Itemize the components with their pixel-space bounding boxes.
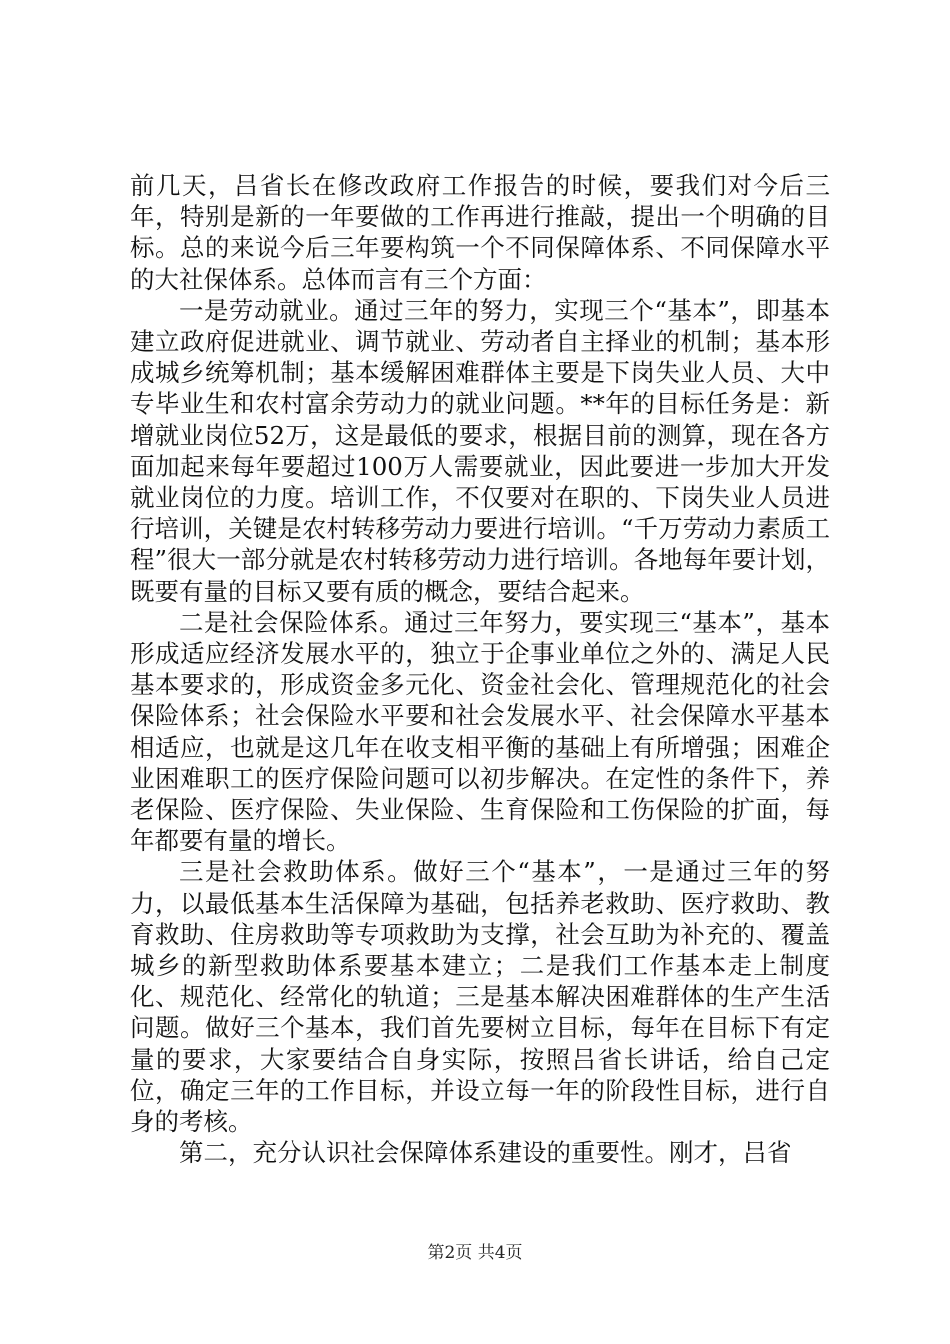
paragraph-labor-employment: 一是劳动就业。通过三年的努力，实现三个“基本”，即基本建立政府促进就业、调节就业、劳动者自主择业的机制；基本形成城乡统筹机制；基本缓解困难群体主要是下岗失业人员、大中专毕业生和农村富余劳动力的就业问题。**年的目标任务是：新增就业岗位52万，这是最低的要求，根据目前的测算，现在各方面加起来每年要超过100万人需要就业，因此要进一步加大开发就业岗位的力度。培训工作，不仅要对在职的、下岗失业人员进行培训，关键是农村转移劳动力要进行培训。“千万劳动力素质工程”很大一部分就是农村转移劳动力进行培训。各地每年要计划，既要有量的目标又要有质的概念，要结合起来。 (130, 295, 830, 606)
page-number-footer: 第2页 共4页 (427, 1243, 523, 1263)
paragraph-social-insurance: 二是社会保险体系。通过三年努力，要实现三“基本”，基本形成适应经济发展水平的，独立于企事业单位之外的、满足人民基本要求的，形成资金多元化、资金社会化、管理规范化的社会保险体系；社会保险水平要和社会发展水平、社会保障水平基本相适应，也就是这几年在收支相平衡的基础上有所增强；困难企业困难职工的医疗保险问题可以初步解决。在定性的条件下，养老保险、医疗保险、失业保险、生育保险和工伤保险的扩面，每年都要有量的增长。 (130, 607, 830, 856)
paragraph-second-point: 第二，充分认识社会保障体系建设的重要性。刚才，吕省 (179, 1138, 792, 1168)
paragraph-intro: 前几天，吕省长在修改政府工作报告的时候，要我们对今后三年，特别是新的一年要做的工作再进行推敲，提出一个明确的目标。总的来说今后三年要构筑一个不同保障体系、不同保障水平的大社保体系。总体而言有三个方面： (130, 171, 830, 294)
document-body (130, 170, 830, 1169)
paragraph-social-assistance: 三是社会救助体系。做好三个“基本”，一是通过三年的努力，以最低基本生活保障为基础，包括养老救助、医疗救助、教育救助、住房救助等专项救助为支撑，社会互助为补充的、覆盖城乡的新型救助体系要基本建立；二是我们工作基本走上制度化、规范化、经常化的轨道；三是基本解决困难群体的生产生活问题。做好三个基本，我们首先要树立目标，每年在目标下有定量的要求，大家要结合自身实际，按照吕省长讲话，给自己定位，确定三年的工作目标，并设立每一年的阶段性目标，进行自身的考核。 (130, 857, 830, 1137)
